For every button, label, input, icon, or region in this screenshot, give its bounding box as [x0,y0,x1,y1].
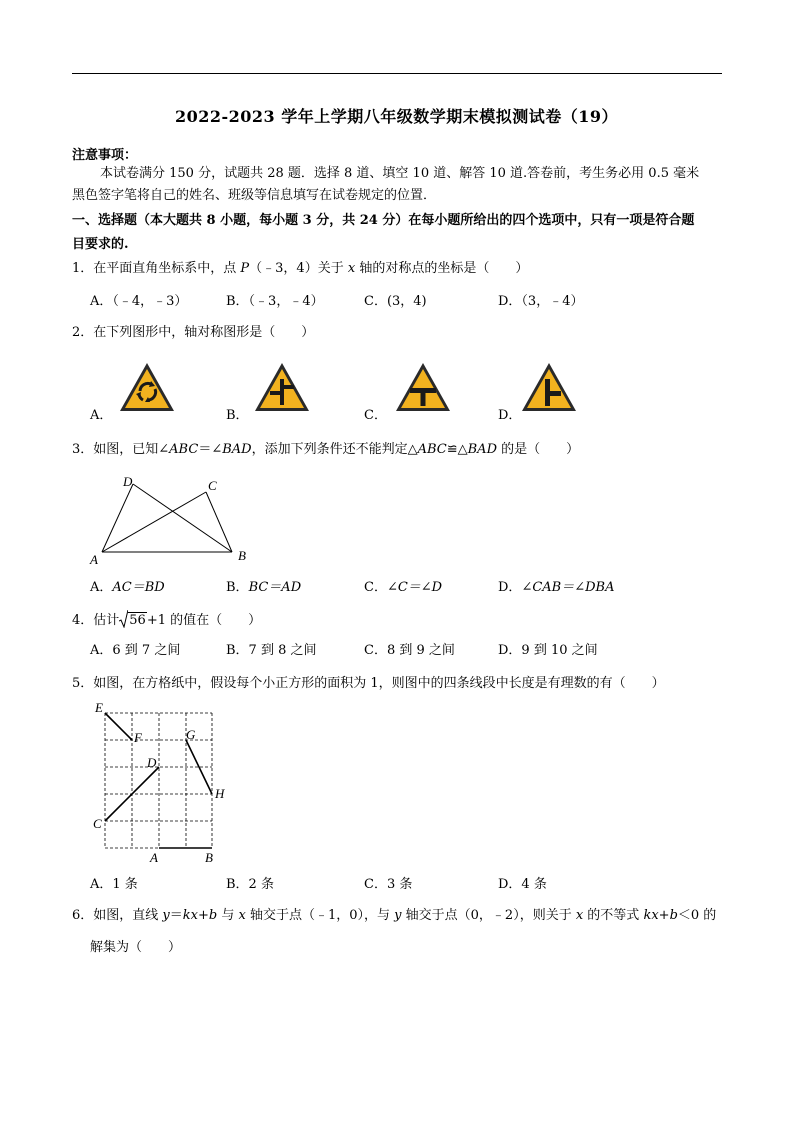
q3-option-d [498,578,614,598]
q4-option-a: A．6 到 7 之间 [90,643,181,658]
q6-x-var: x [575,908,584,923]
q6-mid4: 的不等式 [583,908,644,923]
q3-eq: ＝∠ [198,442,223,457]
q5-label-h: H [215,786,225,801]
q3-label-b: B [238,548,246,563]
q5-stem: 5．如图，在方格纸中，假设每个小正方形的面积为 1，则图中的四条线段中长度是有理数的有（ ） [72,676,665,691]
q5-label-c: C [93,816,102,831]
q2-option-c: C． [364,408,387,423]
q1-stem-post: 轴的对称点的坐标是（ ） [355,261,529,276]
t-junction-sign-icon [394,361,452,413]
q3-option-a-expr: AC＝BD [112,580,165,595]
q2-option-b: B． [226,408,249,423]
q1-option-c: C．(3，4) [364,294,427,309]
q6-stem-line-2: 解集为（ ） [90,940,182,955]
q5-label-f: F [134,730,142,745]
q3-option-c-expr: ∠C＝∠D [386,580,443,595]
q5-label-a: A [150,850,158,865]
q4-option-b: B．7 到 8 之间 [226,643,317,658]
side-road-sign-icon [520,361,578,413]
q2-option-a: A． [90,408,113,423]
q6-stem-pre: 6．如图，直线 [72,908,163,923]
q5-label-e: E [95,700,103,715]
q4-option-c: C．8 到 9 之间 [364,643,455,658]
q3-angle-bad: BAD [222,442,252,457]
q6-mid3: 轴交于点（0，﹣2），则关于 [401,908,576,923]
section-1-line-2: 目要求的. [72,237,129,252]
q1-option-b: B．（﹣3，﹣4） [226,294,324,309]
q3-stem-post: 的是（ ） [497,442,580,457]
q3-option-b-prefix: B． [226,580,249,595]
q6-mid2: 轴交于点（﹣1，0），与 [245,908,395,923]
q2-stem: 2．在下列图形中，轴对称图形是（ ） [72,325,315,340]
q6-y-axis: y [394,908,402,923]
q3-option-d-expr: ∠CAB＝∠DBA [521,580,615,595]
q2-option-d: D． [498,408,522,423]
q5-option-d: D．4 条 [498,877,547,892]
q6-b: b [208,908,218,923]
q6-kx-2: kx [643,908,659,923]
q1-stem-pre: 1．在平面直角坐标系中，点 [72,261,241,276]
q3-stem-pre: 3．如图，已知∠ [72,442,170,457]
q3-option-d-prefix: D． [498,580,522,595]
section-1-line-1: 一、选择题（本大题共 8 小题，每小题 3 分，共 24 分）在每小题所给出的四个选项中，只有一项是符合题 [72,213,695,228]
q6-stem-post: ＜0 的 [677,908,717,923]
sqrt-radical-icon [119,610,128,628]
q3-angle-abc: ABC [169,442,199,457]
q1-option-d: D．（3，﹣4） [498,294,584,309]
q4-option-d: D．9 到 10 之间 [498,643,598,658]
q4-stem-post: +1 的值在（ ） [146,613,262,628]
sqrt-symbol [119,610,147,631]
q4-stem-pre: 4．估计 [72,613,120,628]
q6-stem [72,906,716,926]
q6-b-2: b [669,908,678,923]
q5-label-g: G [186,727,196,742]
q3-label-d: D [123,474,133,489]
notice-heading: 注意事项： [72,148,138,163]
q3-stem [72,440,579,460]
q5-label-b: B [205,850,213,865]
q3-triangle-abc: ABC [417,442,447,457]
q6-plus: + [198,908,209,923]
q6-kx: kx [182,908,198,923]
q3-stem-mid: ，添加下列条件还不能判定△ [251,442,418,457]
staggered-junction-sign-icon [253,361,311,413]
q3-figure [88,470,258,570]
q1-stem-mid: （﹣3，4）关于 [249,261,348,276]
q1-option-a: A．（﹣4，﹣3） [90,294,188,309]
q3-cong: ≌△ [446,442,468,457]
page-title: 2022-2023 学年上学期八年级数学期末模拟测试卷（19） [174,107,619,126]
q6-eq: ＝ [169,908,183,923]
q3-option-a [90,578,165,598]
q3-label-c: C [208,478,217,493]
notice-line-2: 黑色签字笔将自己的姓名、班级等信息填写在试卷规定的位置． [72,188,437,203]
q3-triangle-bad: BAD [467,442,497,457]
q4-radicand: 56 [129,613,146,628]
q3-option-b-expr: BC＝AD [248,580,302,595]
q1-stem [72,259,528,279]
q3-label-a: A [90,552,98,567]
notice-line-1: 本试卷满分 150 分，试题共 28 题．选择 8 道、填空 10 道、解答 10 道.答卷前，考生务必用 0.5 毫米 [100,166,700,181]
q3-option-c [364,578,442,598]
q5-grid-figure [90,700,230,870]
q6-y: y [162,908,170,923]
q3-option-a-prefix: A． [90,580,113,595]
q1-x: x [347,261,356,276]
roundabout-sign-icon [118,361,176,413]
q1-point-p: P [240,261,250,276]
q5-option-c: C．3 条 [364,877,413,892]
q5-option-a: A．1 条 [90,877,138,892]
q6-plus-2: + [658,908,670,923]
q5-option-b: B．2 条 [226,877,274,892]
q6-x-axis: x [238,908,246,923]
q6-mid1: 与 [217,908,239,923]
q3-option-b [226,578,301,598]
q4-stem [72,610,261,631]
top-rule [72,73,722,74]
q5-label-d: D [147,755,157,770]
q3-option-c-prefix: C． [364,580,387,595]
